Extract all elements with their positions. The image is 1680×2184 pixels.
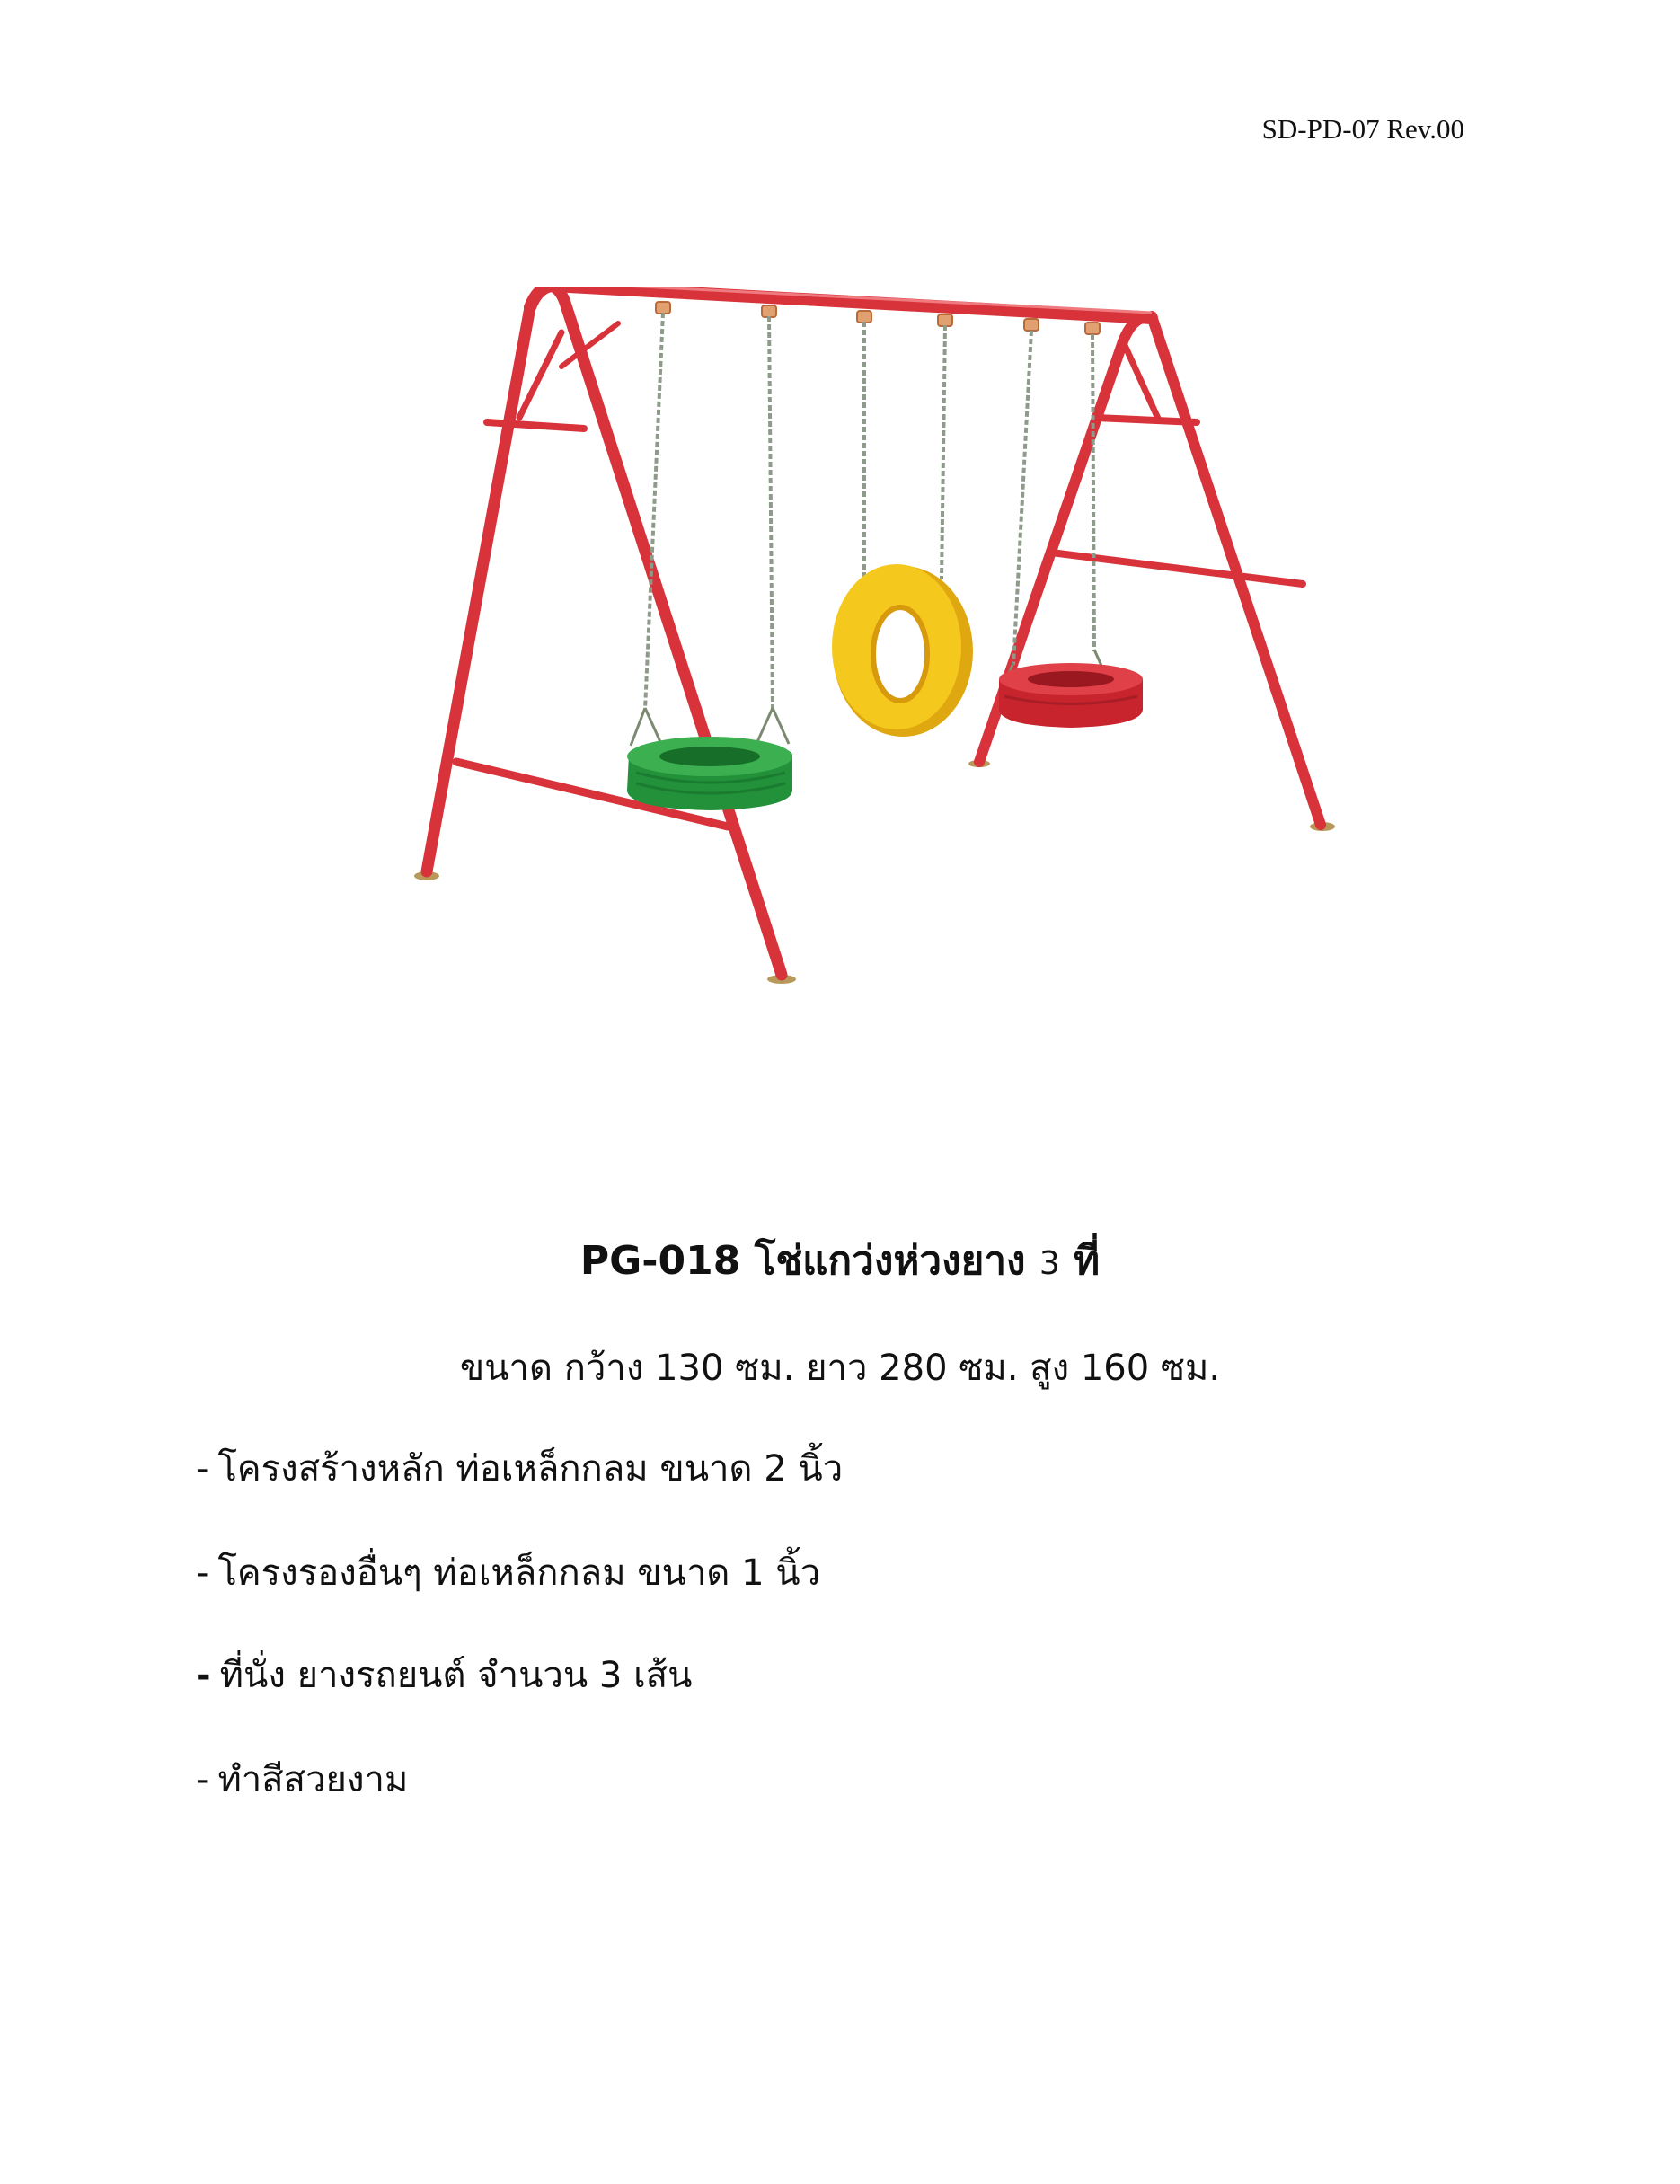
- bullet-dash: -: [196, 1655, 211, 1696]
- spec-item: [196, 1750, 408, 1808]
- green-tire-seat: [627, 737, 792, 810]
- product-name-suffix: ที่: [1074, 1238, 1101, 1284]
- seat-count: 3: [1039, 1245, 1060, 1282]
- spec-text: โครงรองอื่นๆ ท่อเหล็กกลม ขนาด 1 นิ้ว: [217, 1552, 821, 1594]
- spec-item: [196, 1646, 693, 1703]
- product-name: โช่แกว่งห่วงยาง: [754, 1238, 1026, 1284]
- product-code: PG-018: [579, 1238, 741, 1284]
- yellow-tire-seat: [832, 564, 973, 737]
- product-title: [0, 1229, 1680, 1292]
- bullet-dash: -: [196, 1759, 209, 1800]
- spec-item: [196, 1439, 843, 1497]
- spec-text: ทำสีสวยงาม: [217, 1759, 409, 1800]
- spec-item: [196, 1543, 820, 1601]
- dimensions-line: ขนาด กว้าง 130 ซม. ยาว 280 ซม. สูง 160 ซม.: [459, 1348, 1221, 1389]
- bullet-dash: -: [196, 1448, 209, 1490]
- red-tire-seat: [999, 663, 1143, 728]
- bullet-dash: -: [196, 1552, 209, 1594]
- spec-text: ที่นั่ง ยางรถยนต์ จำนวน 3 เส้น: [219, 1655, 693, 1696]
- tire-swing-photo: [404, 287, 1366, 1006]
- spec-text: โครงสร้างหลัก ท่อเหล็กกลม ขนาด 2 นิ้ว: [217, 1448, 844, 1490]
- document-code: SD-PD-07 Rev.00: [1261, 113, 1464, 145]
